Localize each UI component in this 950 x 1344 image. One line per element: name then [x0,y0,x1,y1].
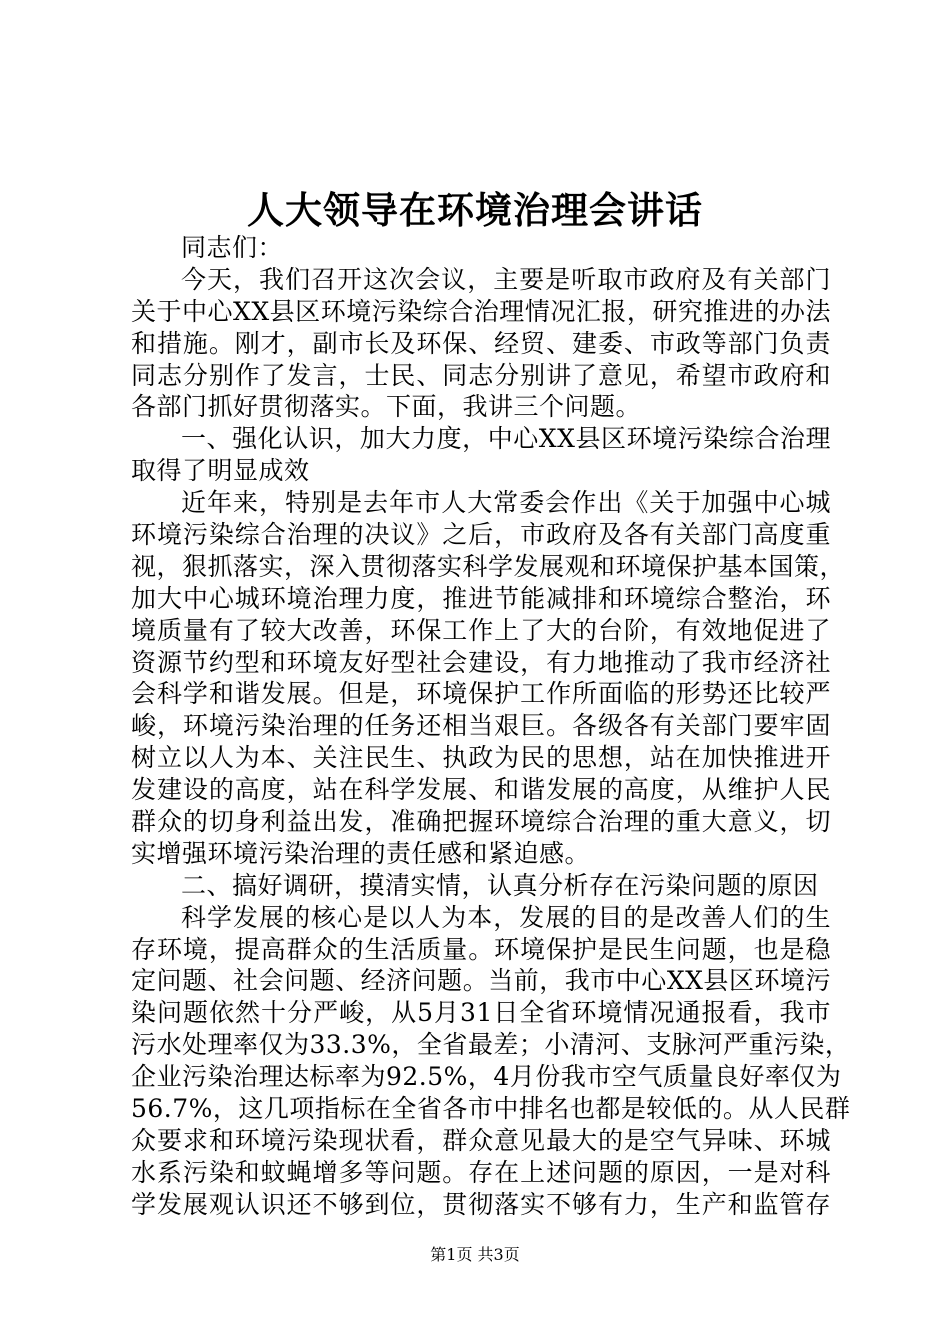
text-line: 56.7%，这几项指标在全省各市中排名也都是较低的。从人民群 [131,1094,851,1124]
text-line: 资源节约型和环境友好型社会建设，有力地推动了我市经济社 [131,647,831,677]
text-line: 定问题、社会问题、经济问题。当前，我市中心XX县区环境污 [131,966,831,996]
text-line: 众要求和环境污染现状看，群众意见最大的是空气异味、环城 [131,1125,831,1155]
text-line: 视，狠抓落实，深入贯彻落实科学发展观和环境保护基本国策， [131,551,846,581]
text-line: 存环境，提高群众的生活质量。环境保护是民生问题，也是稳 [131,934,831,964]
text-line: 污水处理率仅为33.3%，全省最差；小清河、支脉河严重污染， [131,1030,851,1060]
text-line: 峻，环境污染治理的任务还相当艰巨。各级各有关部门要牢固 [131,711,831,741]
text-line: 会科学和谐发展。但是，环境保护工作所面临的形势还比较严 [131,679,831,709]
page-footer: 第1页 共3页 [430,1245,520,1264]
text-line: 关于中心XX县区环境污染综合治理情况汇报，研究推进的办法 [131,296,831,326]
text-line: 取得了明显成效 [131,456,310,486]
text-line: 同志们： [181,233,284,262]
text-line: 各部门抓好贯彻落实。下面，我讲三个问题。 [131,392,642,422]
text-line: 学发展观认识还不够到位，贯彻落实不够有力，生产和监管存 [131,1189,831,1219]
text-line: 树立以人为本、关注民生、执政为民的思想，站在加快推进开 [131,743,831,773]
text-line: 今天，我们召开这次会议，主要是听取市政府及有关部门 [181,264,831,294]
text-line: 群众的切身利益出发，准确把握环境综合治理的重大意义，切 [131,807,831,837]
text-line: 企业污染治理达标率为92.5%，4月份我市空气质量良好率仅为 [131,1062,842,1092]
text-line: 染问题依然十分严峻，从5月31日全省环境情况通报看，我市 [131,998,831,1028]
document-body [131,232,851,1221]
text-line: 水系污染和蚊蝇增多等问题。存在上述问题的原因，一是对科 [131,1157,831,1187]
text-line: 境质量有了较大改善，环保工作上了大的台阶，有效地促进了 [131,615,831,645]
text-line: 环境污染综合治理的决议》之后，市政府及各有关部门高度重 [131,520,831,550]
text-line: 和措施。刚才，副市长及环保、经贸、建委、市政等部门负责 [131,328,831,358]
text-line: 加大中心城环境治理力度，推进节能减排和环境综合整治，环 [131,583,831,613]
text-line: 发建设的高度，站在科学发展、和谐发展的高度，从维护人民 [131,775,831,805]
text-line: 一、强化认识，加大力度，中心XX县区环境污染综合治理 [181,424,831,454]
document-title: 人大领导在环境治理会讲话 [247,188,703,232]
text-line: 同志分别作了发言，士民、同志分别讲了意见，希望市政府和 [131,360,831,390]
text-line: 二、搞好调研，摸清实情，认真分析存在污染问题的原因 [181,870,819,900]
text-line: 实增强环境污染治理的责任感和紧迫感。 [131,838,591,868]
text-line: 近年来，特别是去年市人大常委会作出《关于加强中心城 [181,488,831,518]
text-line: 科学发展的核心是以人为本，发展的目的是改善人们的生 [181,902,831,932]
